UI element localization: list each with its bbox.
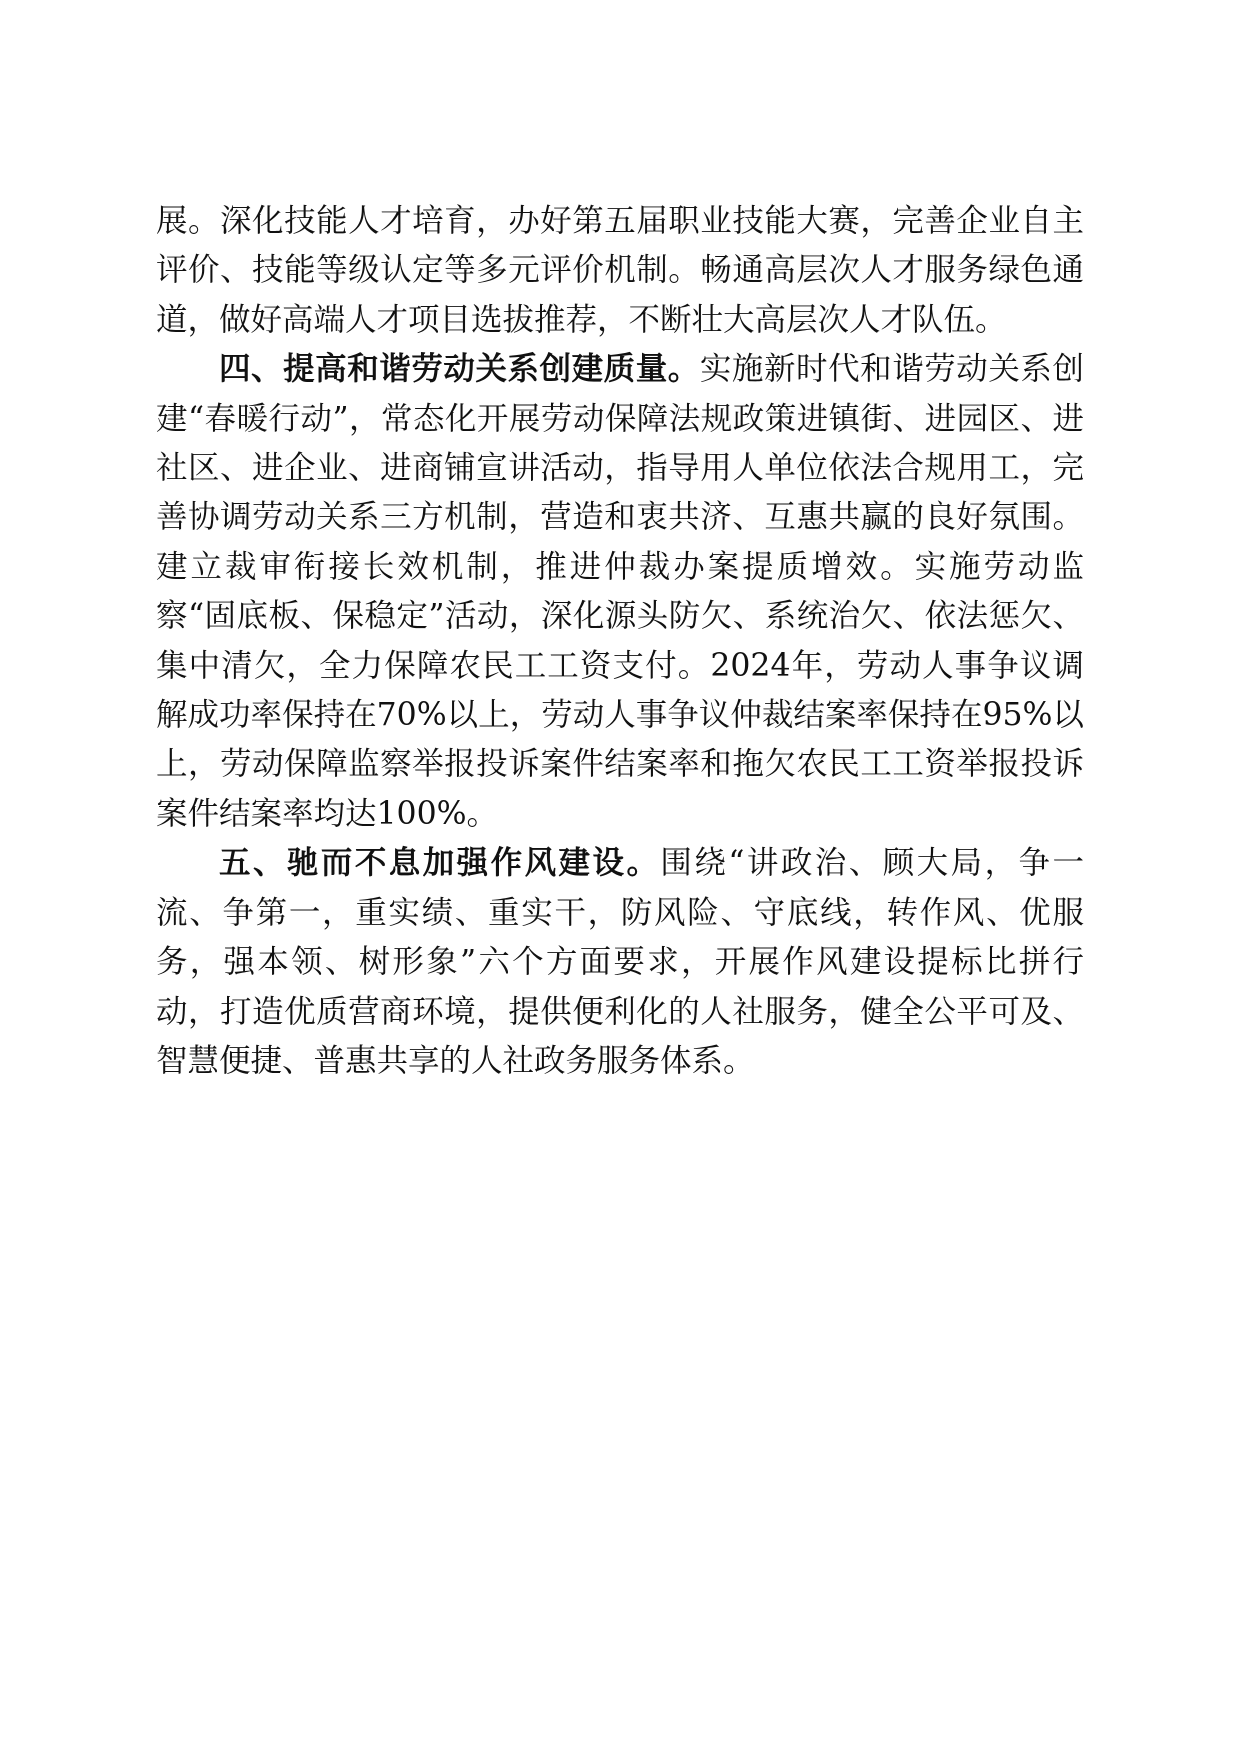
paragraph-work-style	[156, 839, 1084, 1086]
paragraph-body: 展。深化技能人才培育，办好第五届职业技能大赛，完善企业自主评价、技能等级认定等多元评价机制。畅通高层次人才服务绿色通道，做好高端人才项目选拔推荐，不断壮大高层次人才队伍。	[156, 203, 1084, 338]
section-heading-five: 五、驰而不息加强作风建设。	[219, 845, 661, 882]
section-heading-four: 四、提高和谐劳动关系创建质量。	[219, 351, 700, 388]
paragraph-body: 实施新时代和谐劳动关系创建“春暖行动”，常态化开展劳动保障法规政策进镇街、进园区、进社区、进企业、进商铺宣讲活动，指导用人单位依法合规用工，完善协调劳动关系三方机制，营造和衷共济、互惠共赢的良好氛围。建立裁审衔接长效机制，推进仲裁办案提质增效。实施劳动监察“固底板、保稳定”活动，深化源头防欠、系统治欠、依法惩欠、集中清欠，全力保障农民工工资支付。2024年，劳动人事争议调解成功率保持在70%以上，劳动人事争议仲裁结案率保持在95%以上，劳动保障监察举报投诉案件结案率和拖欠农民工工资举报投诉案件结案率均达100%。	[156, 351, 1084, 832]
paragraph-body: 围绕“讲政治、顾大局，争一流、争第一，重实绩、重实干，防风险、守底线，转作风、优服务，强本领、树形象”六个方面要求，开展作风建设提标比拼行动，打造优质营商环境，提供便利化的人社服务，健全公平可及、智慧便捷、普惠共享的人社政务服务体系。	[156, 845, 1084, 1079]
paragraph-labor-relations	[156, 345, 1084, 839]
document-body	[156, 197, 1084, 1086]
paragraph-talent-continued	[156, 197, 1084, 345]
